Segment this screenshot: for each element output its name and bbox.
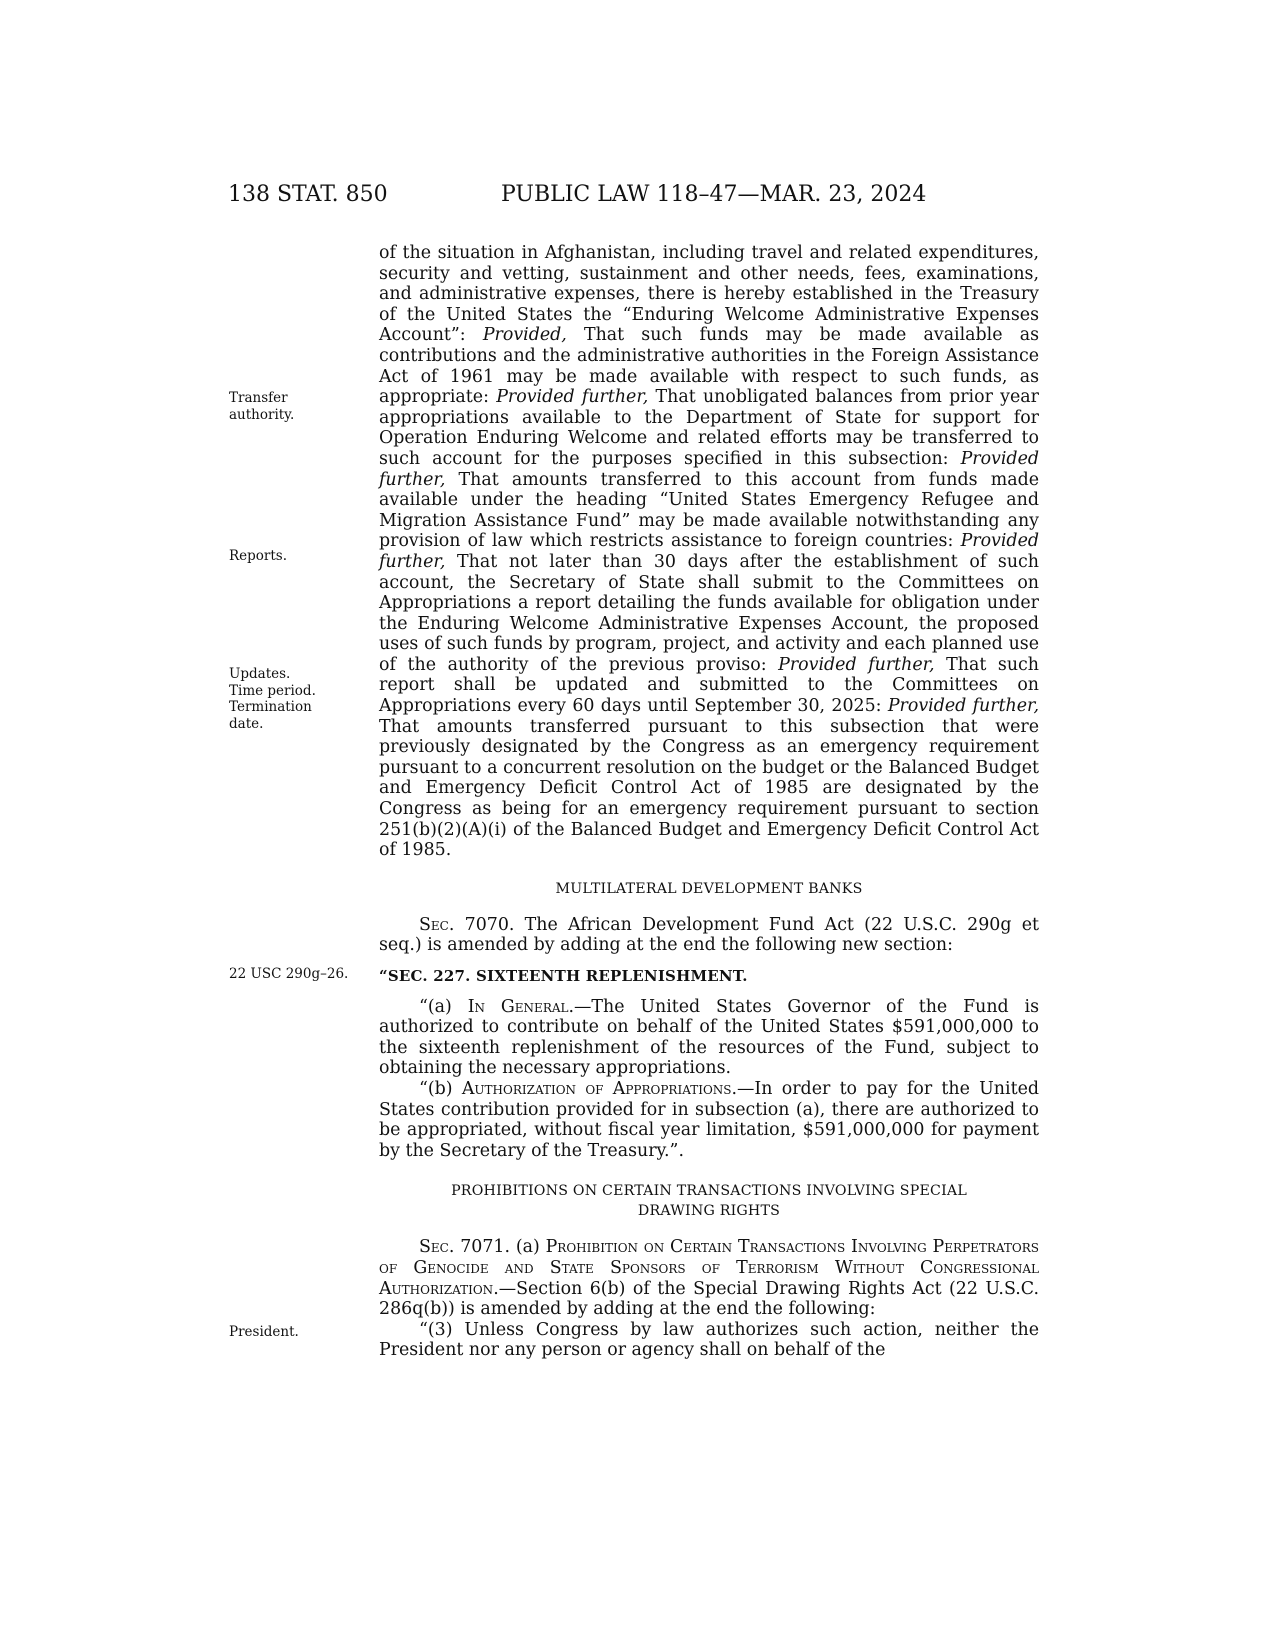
heading-multilateral-development-banks: MULTILATERAL DEVELOPMENT BANKS xyxy=(555,880,863,897)
paragraph-3: “(3) Unless Congress by law authorizes such action, neither the President nor any person or agency shall on behalf of the xyxy=(379,1319,1039,1361)
paragraph-continuation: of the situation in Afghanistan, including travel and related expenditures, security and vetting, sustainment and other needs, fees, examinations, and administrative expenses, there is hereby established in the Treasury of the United States the “Enduring Welcome Administrative Expenses Account”: Provided, That such funds may be made available as contributions and the administrative authorities in the Foreign Assistance Act of 1961 may be made available with respect to such funds, as appropriate: Provided further, That unobligated balances from prior year appropriations available to the Department of State for support for Operation Enduring Welcome and related efforts may be transferred to such account for the purposes specified in this subsection: Provided further, That amounts transferred to this account from funds made available under the heading “United States Emergency Refugee and Migration Assistance Fund” may be made available notwithstanding any provision of law which restricts assistance to foreign countries: Provided further, That not later than 30 days after the establishment of such account, the Secretary of State shall submit to the Committees on Appropriations a report detailing the funds available for obligation under the Enduring Welcome Administrative Expenses Account, the proposed uses of such funds by program, project, and activity and each planned use of the authority of the previous proviso: Provided further, That such report shall be updated and submitted to the Committees on Appropriations every 60 days until September 30, 2025: Provided further, That amounts transferred pursuant to this subsection that were previously designated by the Congress as an emergency requirement pursuant to a concurrent resolution on the budget or the Balanced Budget and Emergency Deficit Control Act of 1985 are designated by the Congress as being for an emergency requirement pursuant to section 251(b)(2)(A)(i) of the Balanced Budget and Emergency Deficit Control Act of 1985. xyxy=(379,243,1039,861)
subsection-b: “(b) Authorization of Appropriations.—In order to pay for the United States contribution provided for in subsection (a), there are authorized to be appropriated, without fiscal year limitation, $591,000,000 for payment by the Secretary of the Treasury.”. xyxy=(379,1078,1039,1161)
section-227-title: “SEC. 227. SIXTEENTH REPLENISHMENT. xyxy=(379,967,748,985)
statute-page-number: 138 STAT. 850 xyxy=(228,182,388,207)
margin-note-president: President. xyxy=(229,1324,299,1340)
margin-note-usc-citation: 22 USC 290g–26. xyxy=(229,966,349,982)
page-header xyxy=(228,182,1028,222)
subsection-a: “(a) In General.—The United States Governor of the Fund is authorized to contribute on behalf of the United States $591,000,000 to the sixteenth replenishment of the resources of the Fund, subject to obtaining the necessary appropriations. xyxy=(379,996,1040,1079)
section-7071: Sec. 7071. (a) Prohibition on Certain Transactions Involving Perpetrators of Genocide and State Sponsors of Terrorism Without Congressional Authorization.—Section 6(b) of the Special Drawing Rights Act (22 U.S.C. 286q(b)) is amended by adding at the end the following: xyxy=(379,1237,1040,1320)
heading-prohibitions-sdr: PROHIBITIONS ON CERTAIN TRANSACTIONS INVOLVING SPECIAL DRAWING RIGHTS xyxy=(451,1183,967,1220)
section-7070: Sec. 7070. The African Development Fund Act (22 U.S.C. 290g et seq.) is amended by adding at the end the following new section: xyxy=(379,914,1039,956)
margin-note-transfer-authority: Transfer authority. xyxy=(229,390,295,423)
running-head: PUBLIC LAW 118–47—MAR. 23, 2024 xyxy=(501,182,927,207)
margin-note-updates: Updates. Time period. Termination date. xyxy=(229,666,316,732)
margin-note-reports: Reports. xyxy=(229,548,288,564)
main-text xyxy=(379,243,1039,1361)
